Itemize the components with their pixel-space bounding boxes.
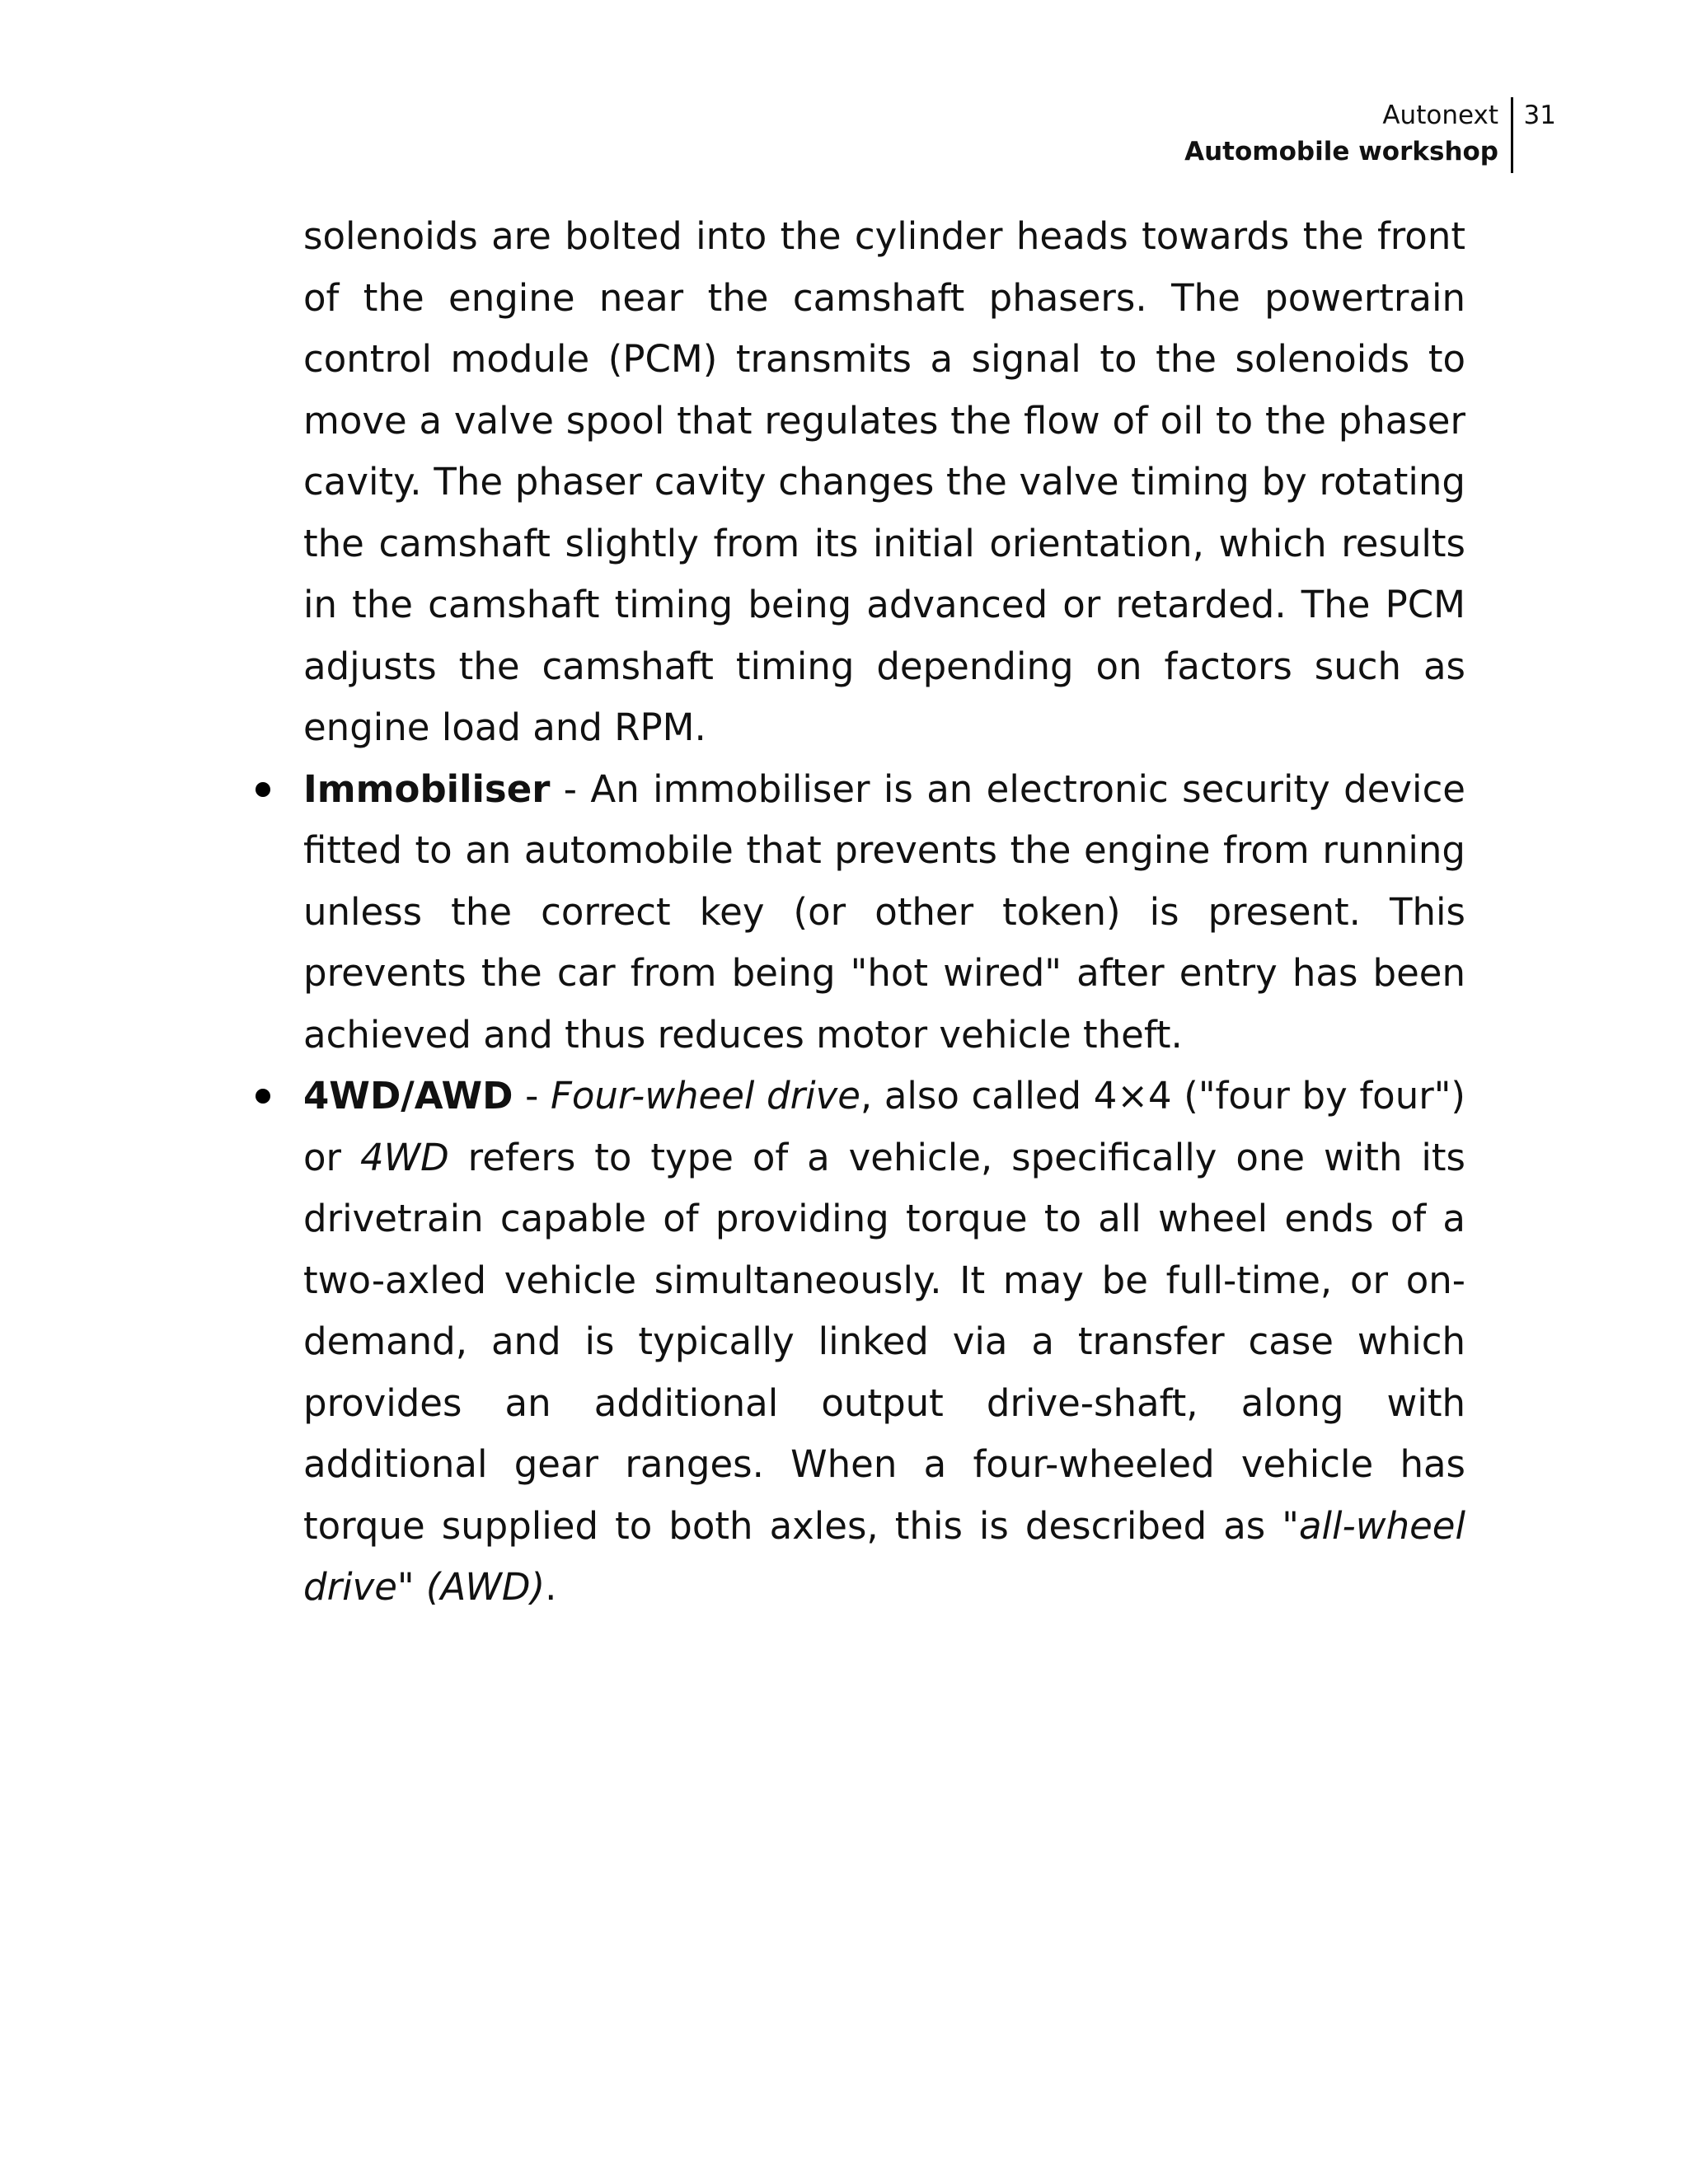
bullet-icon xyxy=(256,1089,270,1104)
term-4wd-awd: 4WD/AWD xyxy=(303,1074,513,1118)
term-immobiliser: Immobiliser xyxy=(303,766,551,811)
running-header xyxy=(1184,97,1498,170)
italic-all-wheel-drive: "all-wheel drive" (AWD) xyxy=(303,1503,1465,1609)
continued-paragraph: solenoids are bolted into the cylinder heads towards the front of the engine near the camshaft phasers. The powertrain control module (PCM) transmits a signal to the solenoids to move a valve spool that regulates the flow of oil to the phaser cavity. The phaser cavity changes the valve timing by rotating the camshaft slightly from its initial orientation, which results in the camshaft timing being advanced or retarded. The PCM adjusts the camshaft timing depending on factors such as engine load and RPM. xyxy=(303,214,1465,749)
running-title: Autonext xyxy=(1382,101,1498,130)
definition-part-2: refers to type of a vehicle, specifically one with its drivetrain capable of providing torque to all wheel ends of a two-axled vehicle simultaneously. It may be full-time, or on-demand, and is typically linked via a transfer case which provides an additional output drive-shaft, along with additional gear ranges. When a four-wheeled vehicle has torque supplied to both axles, this is described as xyxy=(303,1135,1465,1548)
definition-immobiliser: - An immobiliser is an electronic security device fitted to an automobile that prevents the engine from running unless the correct key (or other token) is present. This prevents the car from being "hot wired" after entry has been achieved and thus reduces motor vehicle theft. xyxy=(303,766,1465,1057)
definition-part-1: , also called 4×4 ("four by four") or xyxy=(303,1074,1465,1179)
list-item-4wd-awd xyxy=(303,1066,1465,1619)
page-number: 31 xyxy=(1523,101,1556,130)
definition-part-3: . xyxy=(545,1565,557,1609)
running-subtitle: Automobile workshop xyxy=(1184,137,1498,166)
header-divider xyxy=(1511,97,1513,173)
bullet-icon xyxy=(256,782,270,797)
page-body xyxy=(303,206,1465,1619)
term-dash: - xyxy=(513,1074,551,1118)
italic-4wd: 4WD xyxy=(359,1135,449,1179)
italic-four-wheel-drive: Four-wheel drive xyxy=(551,1074,860,1118)
list-item-immobiliser xyxy=(303,759,1465,1066)
page-header xyxy=(1062,97,1556,173)
